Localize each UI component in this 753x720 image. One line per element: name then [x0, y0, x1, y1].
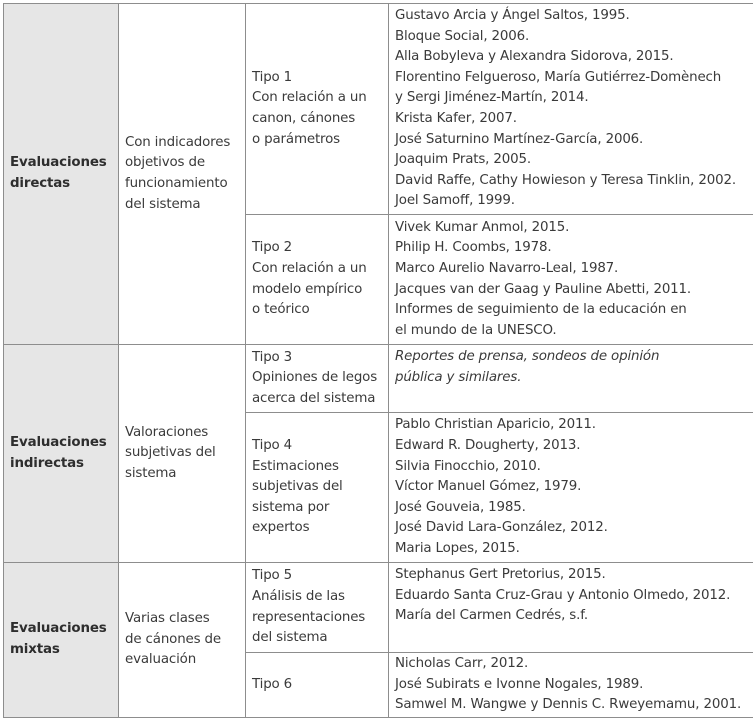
references-cell [389, 345, 753, 413]
reference-item: Vivek Kumar Anmol, 2015. [395, 219, 570, 235]
description-cell [119, 4, 246, 345]
type-cell [246, 413, 389, 563]
description-text: evaluación [125, 652, 197, 668]
reference-item: Reportes de prensa, sondeos de opinión [395, 349, 660, 364]
description-text: Valoraciones [125, 424, 209, 440]
type-description: del sistema [252, 630, 328, 646]
type-description: representaciones [252, 609, 366, 625]
reference-item: Krista Kafer, 2007. [395, 111, 517, 126]
reference-item: Informes de seguimiento de la educación en [395, 302, 687, 318]
category-label: Evaluaciones [10, 434, 107, 450]
reference-item: pública y similares. [395, 369, 522, 385]
type-cell [246, 653, 389, 718]
reference-item: David Raffe, Cathy Howieson y Teresa Tinklin, 2002. [395, 172, 736, 188]
references-cell [389, 563, 753, 653]
description-text: sistema [125, 465, 177, 481]
category-label: Evaluaciones [10, 155, 107, 171]
references-cell [389, 215, 753, 345]
type-cell [246, 563, 389, 653]
reference-item: María del Carmen Cedrés, s.f. [395, 608, 588, 624]
reference-item: Edward R. Dougherty, 2013. [395, 438, 581, 454]
table-row [4, 4, 753, 215]
reference-item: Silvia Finocchio, 2010. [395, 458, 541, 474]
type-description: subjetivas del [252, 479, 343, 495]
type-description: Opiniones de legos [252, 370, 378, 386]
reference-item: José David Lara-González, 2012. [395, 520, 608, 536]
reference-item: Maria Lopes, 2015. [395, 540, 520, 556]
type-description: acerca del sistema [252, 390, 376, 406]
type-description: Con relación a un [252, 260, 367, 276]
reference-item: Joaquim Prats, 2005. [395, 152, 531, 168]
category-label: mixtas [10, 642, 60, 657]
category-cell [4, 4, 119, 345]
reference-item: Eduardo Santa Cruz-Grau y Antonio Olmedo, 2012. [395, 587, 731, 603]
reference-item: Alla Bobyleva y Alexandra Sidorova, 2015. [395, 49, 674, 65]
reference-item: y Sergi Jiménez-Martín, 2014. [395, 90, 589, 106]
reference-item: José Subirats e Ivonne Nogales, 1989. [395, 676, 644, 692]
type-description: Con relación a un [252, 90, 367, 106]
type-cell [246, 215, 389, 345]
reference-item: Gustavo Arcia y Ángel Saltos, 1995. [395, 8, 630, 24]
reference-item: Florentino Felgueroso, María Gutiérrez-Domènech [395, 69, 722, 85]
type-label: Tipo 3 [252, 349, 293, 365]
reference-item: el mundo de la UNESCO. [395, 322, 557, 338]
type-description: o teórico [252, 302, 310, 318]
reference-item: Stephanus Gert Pretorius, 2015. [395, 567, 606, 582]
type-label: Tipo 4 [252, 438, 293, 454]
reference-item: Jacques van der Gaag y Pauline Abetti, 2011. [395, 281, 692, 297]
reference-item: Joel Samoff, 1999. [395, 193, 515, 209]
description-text: del sistema [125, 196, 201, 212]
category-cell [4, 345, 119, 563]
description-text: Con indicadores [125, 134, 231, 150]
type-label: Tipo 5 [252, 568, 293, 584]
type-description: Estimaciones [252, 458, 339, 474]
references-cell [389, 4, 753, 215]
type-description: sistema por [252, 499, 330, 515]
type-cell [246, 4, 389, 215]
type-label: Tipo 2 [252, 240, 293, 256]
description-text: funcionamiento [125, 176, 228, 191]
table-body [4, 4, 753, 718]
reference-item: Nicholas Carr, 2012. [395, 656, 529, 672]
table-row [4, 345, 753, 413]
evaluation-classification-table [3, 3, 753, 718]
references-cell [389, 413, 753, 563]
type-cell [246, 345, 389, 413]
type-description: o parámetros [252, 131, 340, 147]
category-cell [4, 563, 119, 718]
type-description: expertos [252, 520, 310, 536]
type-label: Tipo 1 [252, 69, 293, 85]
type-description: Análisis de las [252, 588, 345, 604]
reference-item: José Gouveia, 1985. [395, 499, 526, 515]
table-row [4, 563, 753, 653]
type-label: Tipo 6 [252, 676, 293, 692]
description-cell [119, 563, 246, 718]
description-text: subjetivas del [125, 445, 216, 461]
reference-item: Samwel M. Wangwe y Dennis C. Rweyemamu, 2001. [395, 697, 742, 713]
reference-item: Pablo Christian Aparicio, 2011. [395, 417, 596, 433]
category-label: directas [10, 176, 71, 191]
description-text: objetivos de [125, 155, 205, 171]
reference-item: Marco Aurelio Navarro-Leal, 1987. [395, 260, 619, 276]
type-description: modelo empírico [252, 281, 363, 297]
category-label: Evaluaciones [10, 621, 107, 637]
type-description: canon, cánones [252, 111, 356, 126]
reference-item: Bloque Social, 2006. [395, 28, 530, 44]
reference-item: Víctor Manuel Gómez, 1979. [395, 479, 582, 495]
reference-item: José Saturnino Martínez-García, 2006. [395, 131, 644, 147]
description-text: de cánones de [125, 631, 221, 647]
description-text: Varias clases [125, 611, 210, 627]
references-cell [389, 653, 753, 718]
reference-item: Philip H. Coombs, 1978. [395, 240, 552, 256]
description-cell [119, 345, 246, 563]
category-label: indirectas [10, 455, 84, 471]
